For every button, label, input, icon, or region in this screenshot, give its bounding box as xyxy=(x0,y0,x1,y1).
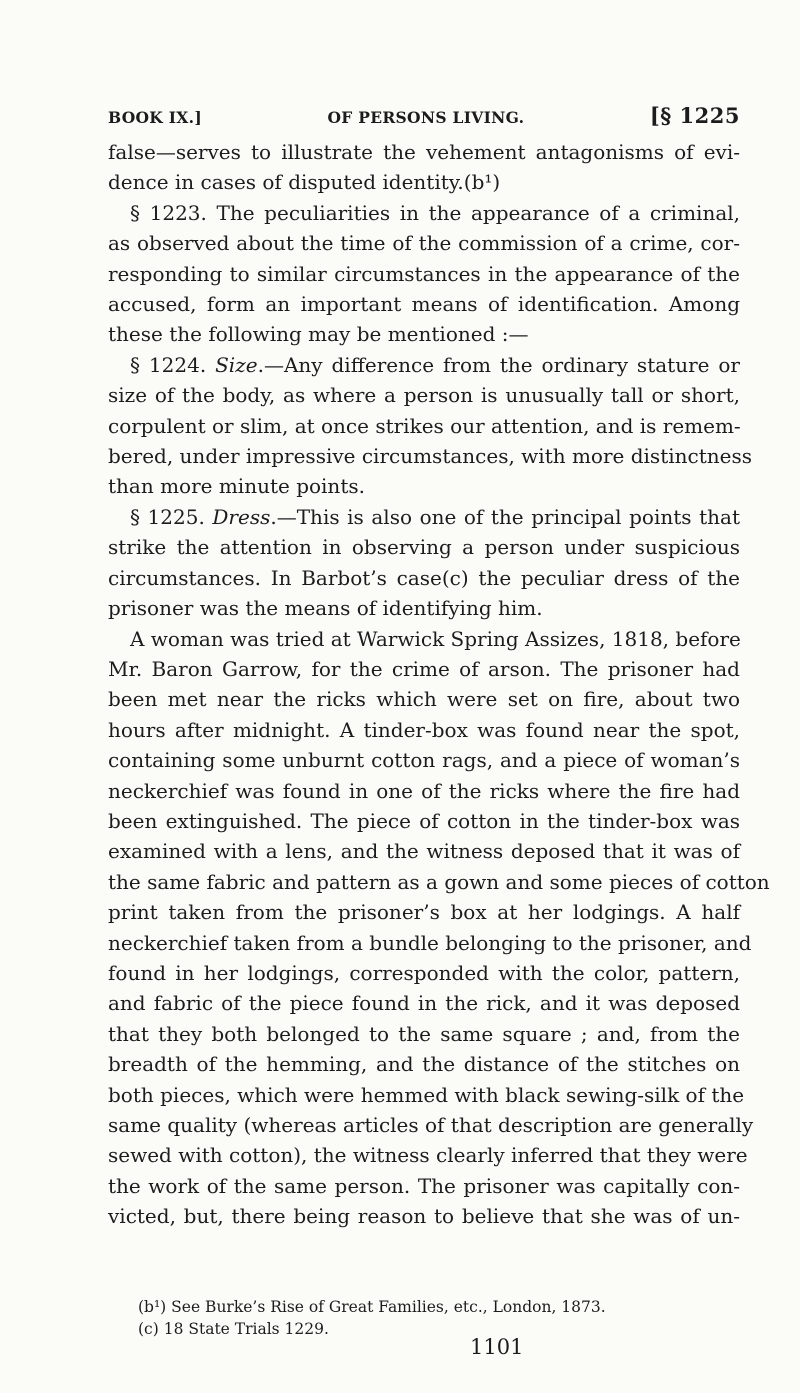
text-line: print taken from the prisoner’s box at her lodgings. A half xyxy=(108,900,740,925)
text-line: Mr. Baron Garrow, for the crime of arson. The prisoner had xyxy=(108,656,740,681)
text-line: breadth of the hemming, and the distance of the stitches on xyxy=(108,1052,740,1077)
text-line: been met near the ricks which were set on fire, about two xyxy=(108,687,740,712)
text-line: size of the body, as where a person is unusually tall or short, xyxy=(108,383,740,408)
body-text xyxy=(108,137,770,1232)
footnote-c: (c) 18 State Trials 1229. xyxy=(138,1320,329,1338)
header-book: BOOK IX.] xyxy=(108,108,202,127)
text-line: been extinguished. The piece of cotton in the tinder-box was xyxy=(108,808,740,833)
text-line: victed, but, there being reason to believe that she was of un- xyxy=(108,1204,740,1229)
header-title: OF PERSONS LIVING. xyxy=(327,108,525,127)
text-line: A woman was tried at Warwick Spring Assizes, 1818, before xyxy=(130,626,741,651)
text-line: than more minute points. xyxy=(108,474,365,499)
text-line: that they both belonged to the same square ; and, from the xyxy=(108,1021,740,1046)
text-line: § 1223. The peculiarities in the appearance of a criminal, xyxy=(130,200,740,225)
text-line: accused, form an important means of identification. Among xyxy=(108,292,740,317)
text-line: prisoner was the means of identifying him. xyxy=(108,596,543,621)
text-line: neckerchief taken from a bundle belonging to the prisoner, and xyxy=(108,930,752,955)
text-line: sewed with cotton), the witness clearly inferred that they were xyxy=(108,1143,748,1168)
text-line: both pieces, which were hemmed with black sewing-silk of the xyxy=(108,1082,745,1107)
text-line: these the following may be mentioned :— xyxy=(108,322,529,347)
text-line: dence in cases of disputed identity.(b¹) xyxy=(108,170,501,195)
running-header xyxy=(108,103,740,128)
text-line: and fabric of the piece found in the rick, and it was deposed xyxy=(108,991,740,1016)
text-line: found in her lodgings, corresponded with the color, pattern, xyxy=(108,960,740,985)
text-line: corpulent or slim, at once strikes our attention, and is remem- xyxy=(108,413,741,438)
text-line: responding to similar circumstances in the appearance of the xyxy=(108,261,740,286)
text-line: neckerchief was found in one of the ricks where the fire had xyxy=(108,778,740,803)
footnotes xyxy=(138,1296,758,1340)
text-line: strike the attention in observing a person under suspicious xyxy=(108,535,740,560)
text-line: § 1224. Size.—Any difference from the ordinary stature or xyxy=(130,352,740,377)
text-line: examined with a lens, and the witness deposed that it was of xyxy=(108,839,740,864)
text-line: as observed about the time of the commission of a crime, cor- xyxy=(108,231,740,256)
header-section: [§ 1225 xyxy=(649,103,740,128)
text-line: circumstances. In Barbot’s case(c) the peculiar dress of the xyxy=(108,565,740,590)
text-line: the work of the same person. The prisoner was capitally con- xyxy=(108,1173,740,1198)
text-line: the same fabric and pattern as a gown and some pieces of cotton xyxy=(108,869,770,894)
text-line: false—serves to illustrate the vehement antagonisms of evi- xyxy=(108,140,740,164)
page-number: 1101 xyxy=(470,1335,524,1359)
text-line: § 1225. Dress.—This is also one of the principal points that xyxy=(130,504,740,529)
text-line: same quality (whereas articles of that description are generally xyxy=(108,1113,754,1137)
footnote-b1: (b¹) See Burke’s Rise of Great Families, etc., London, 1873. xyxy=(138,1298,606,1316)
text-line: hours after midnight. A tinder-box was found near the spot, xyxy=(108,717,740,742)
text-line: containing some unburnt cotton rags, and a piece of woman’s xyxy=(108,748,740,773)
text-line: bered, under impressive circumstances, with more distinctness xyxy=(108,444,752,469)
